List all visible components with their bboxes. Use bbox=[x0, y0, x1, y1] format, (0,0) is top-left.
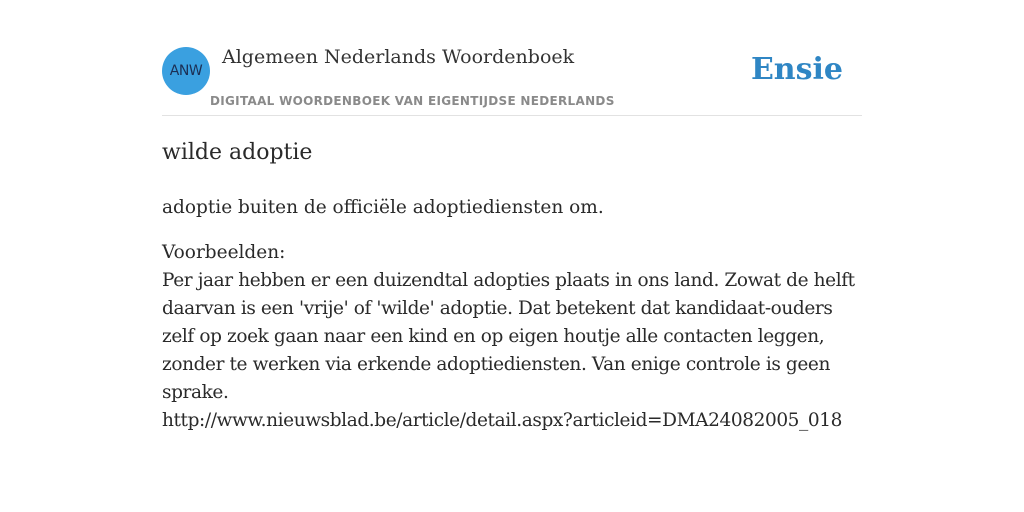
site-subtitle: DIGITAAL WOORDENBOEK VAN EIGENTIJDSE NEDERLANDS bbox=[210, 94, 615, 108]
example-source: http://www.nieuwsblad.be/article/detail.aspx?articleid=DMA24082005_018 bbox=[162, 410, 843, 431]
entry-title: wilde adoptie bbox=[162, 140, 313, 165]
examples-label: Voorbeelden: bbox=[162, 242, 286, 263]
site-header bbox=[162, 0, 862, 116]
site-title[interactable]: Algemeen Nederlands Woordenboek bbox=[222, 46, 575, 68]
logo-text: ANW bbox=[169, 63, 203, 79]
examples-section bbox=[162, 239, 862, 435]
brand-logo[interactable]: Ensie bbox=[750, 52, 843, 87]
entry-definition: adoptie buiten de officiële adoptiediensten om. bbox=[162, 197, 604, 218]
page-container bbox=[162, 0, 862, 431]
anw-logo[interactable] bbox=[162, 47, 210, 95]
example-text: Per jaar hebben er een duizendtal adopties plaats in ons land. Zowat de helft daarvan is een 'vrije' of 'wilde' adoptie. Dat betekent dat kandidaat-ouders zelf op zoek gaan naar een kind en op eigen houtje alle contacten leggen, zonder te werken via erkende adoptiediensten. Van enige controle is geen sprake. bbox=[162, 270, 855, 403]
